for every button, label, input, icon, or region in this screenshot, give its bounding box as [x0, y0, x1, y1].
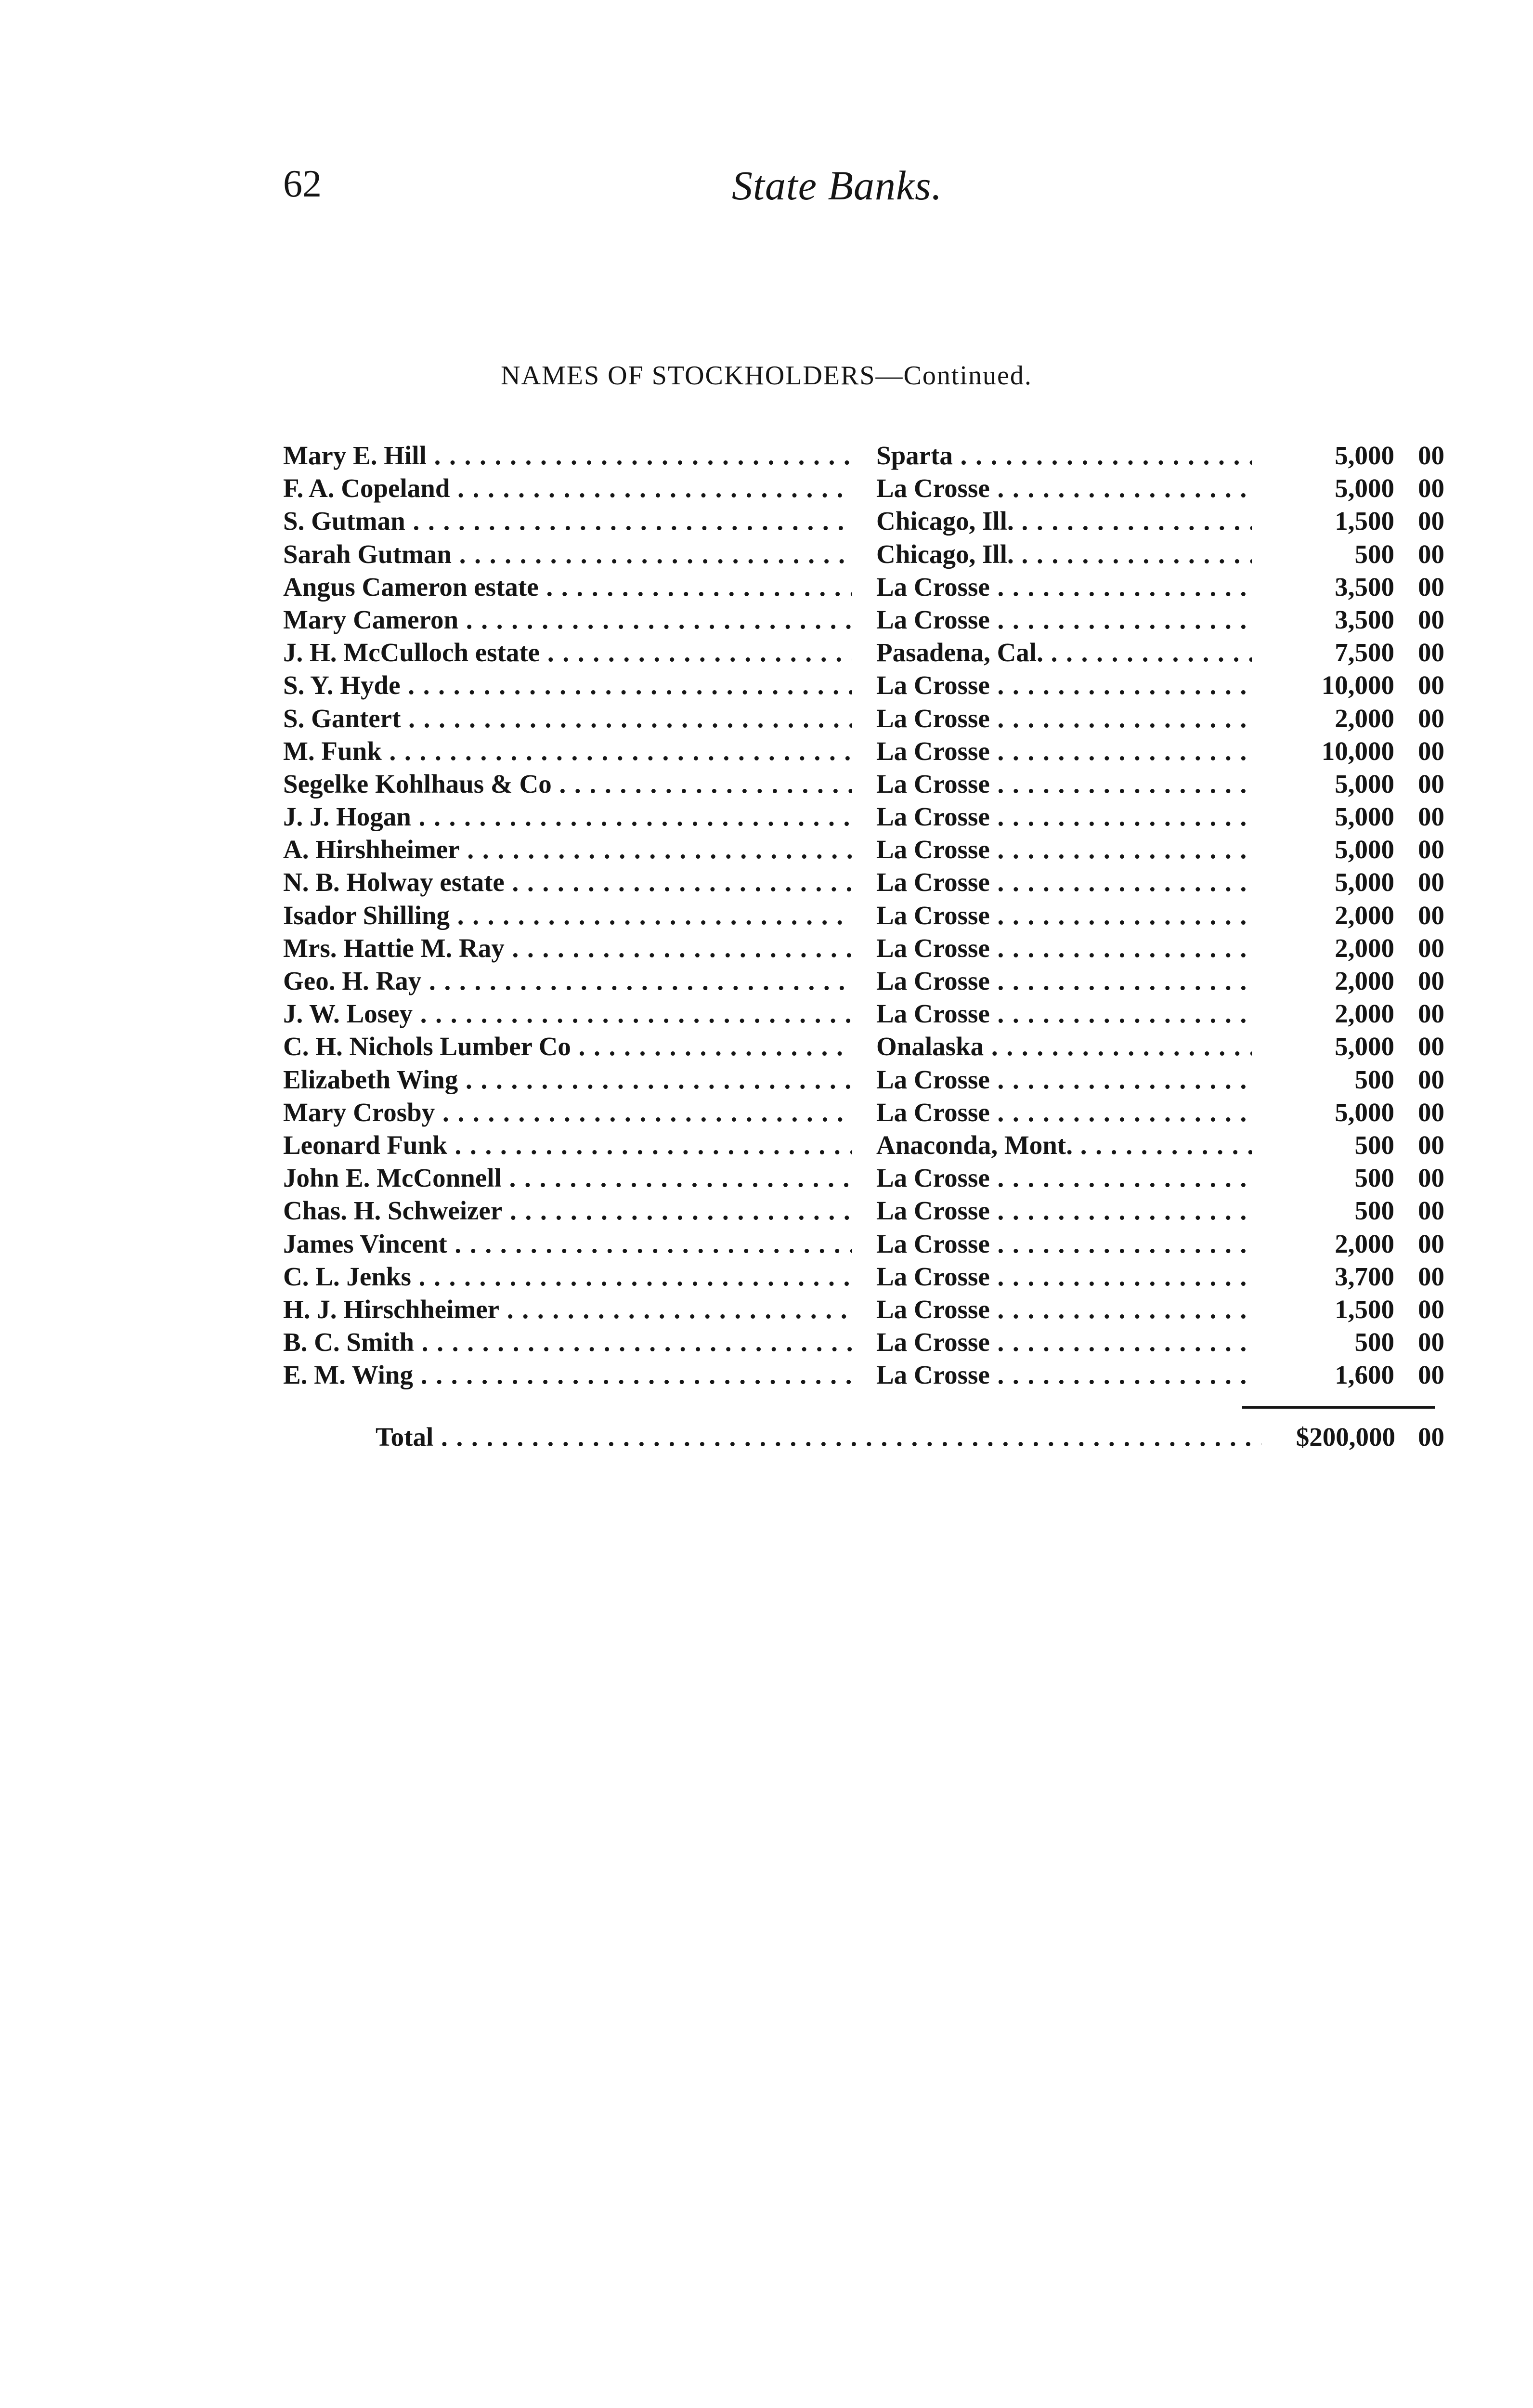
- stockholder-amount: 5,000: [1335, 473, 1394, 503]
- stockholder-amount: 7,500: [1335, 638, 1394, 667]
- table-row: [283, 1293, 1444, 1326]
- stockholder-cents: 00: [1418, 1261, 1444, 1291]
- stockholder-place: Chicago, Ill. . . .: [876, 505, 1252, 537]
- stockholder-place: Onalaska . . .: [876, 1030, 1252, 1063]
- stockholder-cents: 00: [1418, 670, 1444, 700]
- stockholder-name: Mrs. Hattie M. Ray . . .: [283, 932, 852, 965]
- stockholder-place: La Crosse . . .: [876, 866, 1252, 899]
- stockholder-amount: 500: [1354, 539, 1394, 569]
- stockholder-amount: 10,000: [1321, 670, 1394, 700]
- stockholder-place: Pasadena, Cal. . . .: [876, 636, 1252, 669]
- table-row: [283, 472, 1444, 505]
- table-row: [283, 538, 1444, 571]
- running-head: State Banks.: [732, 162, 943, 209]
- page-number: 62: [283, 163, 322, 205]
- stockholder-cents: 00: [1418, 1229, 1444, 1258]
- table-row: [283, 1260, 1444, 1293]
- total-row: [376, 1421, 1444, 1454]
- table-row: [283, 997, 1444, 1030]
- stockholder-cents: 00: [1418, 867, 1444, 897]
- stockholder-name: Leonard Funk . . .: [283, 1129, 852, 1162]
- stockholder-cents: 00: [1418, 835, 1444, 864]
- stockholder-amount: 5,000: [1335, 835, 1394, 864]
- table-row: [283, 439, 1444, 472]
- stockholder-amount: 5,000: [1335, 769, 1394, 798]
- stockholder-name: Sarah Gutman . . .: [283, 538, 852, 571]
- stockholder-name: Angus Cameron estate . . .: [283, 571, 852, 603]
- stockholder-name: A. Hirshheimer . . .: [283, 833, 852, 866]
- stockholder-place: La Crosse . . .: [876, 1162, 1252, 1194]
- stockholder-name: B. C. Smith . . .: [283, 1326, 852, 1359]
- stockholder-cents: 00: [1418, 1130, 1444, 1160]
- total-rule: [1242, 1406, 1435, 1409]
- stockholder-amount: 5,000: [1335, 1097, 1394, 1127]
- stockholder-cents: 00: [1418, 1360, 1444, 1390]
- total-label: Total . . .: [376, 1421, 1261, 1453]
- stockholder-amount: 500: [1354, 1196, 1394, 1226]
- stockholder-amount: 500: [1354, 1130, 1394, 1160]
- stockholder-cents: 00: [1418, 802, 1444, 832]
- total-amount: $200,000: [1296, 1422, 1395, 1452]
- stockholder-name: Mary Crosby . . .: [283, 1096, 852, 1129]
- stockholder-cents: 00: [1418, 1327, 1444, 1357]
- stockholder-cents: 00: [1418, 1064, 1444, 1094]
- table-row: [283, 965, 1444, 997]
- stockholder-amount: 2,000: [1335, 1229, 1394, 1258]
- stockholder-cents: 00: [1418, 506, 1444, 536]
- stockholder-cents: 00: [1418, 900, 1444, 930]
- table-row: [283, 833, 1444, 866]
- stockholder-name: N. B. Holway estate . . .: [283, 866, 852, 899]
- stockholder-place: La Crosse . . .: [876, 1194, 1252, 1227]
- table-row: [283, 505, 1444, 537]
- table-row: [283, 1359, 1444, 1391]
- stockholders-table: [283, 439, 1444, 1391]
- stockholder-cents: 00: [1418, 572, 1444, 602]
- stockholder-place: La Crosse . . .: [876, 768, 1252, 800]
- table-row: [283, 800, 1444, 833]
- stockholder-name: Mary E. Hill . . .: [283, 439, 852, 472]
- stockholder-amount: 5,000: [1335, 802, 1394, 832]
- stockholder-cents: 00: [1418, 769, 1444, 798]
- stockholder-amount: 500: [1354, 1327, 1394, 1357]
- stockholder-place: La Crosse . . .: [876, 1228, 1252, 1260]
- stockholder-cents: 00: [1418, 473, 1444, 503]
- stockholder-amount: 3,700: [1335, 1261, 1394, 1291]
- table-row: [283, 1096, 1444, 1129]
- stockholder-amount: 1,500: [1335, 506, 1394, 536]
- table-row: [283, 866, 1444, 899]
- stockholder-place: La Crosse . . .: [876, 1063, 1252, 1096]
- stockholder-cents: 00: [1418, 1196, 1444, 1226]
- stockholder-place: La Crosse . . .: [876, 1260, 1252, 1293]
- table-row: [283, 1228, 1444, 1260]
- table-row: [283, 571, 1444, 603]
- stockholder-cents: 00: [1418, 1032, 1444, 1061]
- stockholder-place: La Crosse . . .: [876, 833, 1252, 866]
- total-cents: 00: [1418, 1422, 1444, 1452]
- stockholder-name: C. H. Nichols Lumber Co . . .: [283, 1030, 852, 1063]
- stockholder-place: La Crosse . . .: [876, 1359, 1252, 1391]
- stockholder-cents: 00: [1418, 736, 1444, 766]
- stockholder-amount: 2,000: [1335, 966, 1394, 995]
- stockholder-name: E. M. Wing . . .: [283, 1359, 852, 1391]
- stockholder-amount: 3,500: [1335, 572, 1394, 602]
- stockholder-place: La Crosse . . .: [876, 800, 1252, 833]
- stockholder-place: La Crosse . . .: [876, 1326, 1252, 1359]
- table-row: [283, 1194, 1444, 1227]
- stockholder-place: La Crosse . . .: [876, 965, 1252, 997]
- stockholder-cents: 00: [1418, 1163, 1444, 1193]
- stockholder-place: La Crosse . . .: [876, 735, 1252, 768]
- stockholder-cents: 00: [1418, 933, 1444, 963]
- table-row: [283, 932, 1444, 965]
- stockholder-place: Chicago, Ill. . . .: [876, 538, 1252, 571]
- stockholder-name: Geo. H. Ray . . .: [283, 965, 852, 997]
- stockholder-amount: 3,500: [1335, 604, 1394, 634]
- table-row: [283, 669, 1444, 702]
- stockholder-cents: 00: [1418, 703, 1444, 733]
- stockholder-name: James Vincent . . .: [283, 1228, 852, 1260]
- stockholder-name: S. Gantert . . .: [283, 702, 852, 735]
- stockholder-amount: 1,500: [1335, 1294, 1394, 1324]
- table-row: [283, 1063, 1444, 1096]
- table-row: [283, 768, 1444, 800]
- stockholder-amount: 5,000: [1335, 441, 1394, 470]
- table-row: [283, 1162, 1444, 1194]
- stockholder-place: La Crosse . . .: [876, 702, 1252, 735]
- table-row: [283, 603, 1444, 636]
- stockholder-place: La Crosse . . .: [876, 1293, 1252, 1326]
- stockholder-name: Mary Cameron . . .: [283, 603, 852, 636]
- stockholder-name: Isador Shilling . . .: [283, 899, 852, 932]
- stockholder-cents: 00: [1418, 638, 1444, 667]
- stockholder-cents: 00: [1418, 604, 1444, 634]
- stockholder-place: Sparta . . .: [876, 439, 1252, 472]
- stockholder-name: Elizabeth Wing . . .: [283, 1063, 852, 1096]
- table-row: [283, 899, 1444, 932]
- stockholder-place: La Crosse . . .: [876, 1096, 1252, 1129]
- stockholder-cents: 00: [1418, 441, 1444, 470]
- stockholder-amount: 2,000: [1335, 703, 1394, 733]
- stockholder-name: J. H. McCulloch estate . . .: [283, 636, 852, 669]
- table-row: [283, 636, 1444, 669]
- stockholder-amount: 2,000: [1335, 933, 1394, 963]
- stockholder-name: John E. McConnell . . .: [283, 1162, 852, 1194]
- stockholder-cents: 00: [1418, 999, 1444, 1029]
- stockholder-place: Anaconda, Mont. . . .: [876, 1129, 1252, 1162]
- stockholder-place: La Crosse . . .: [876, 899, 1252, 932]
- stockholder-amount: 1,600: [1335, 1360, 1394, 1390]
- stockholder-name: S. Gutman . . .: [283, 505, 852, 537]
- stockholder-name: Chas. H. Schweizer . . .: [283, 1194, 852, 1227]
- stockholder-amount: 5,000: [1335, 867, 1394, 897]
- stockholder-place: La Crosse . . .: [876, 997, 1252, 1030]
- stockholder-name: F. A. Copeland . . .: [283, 472, 852, 505]
- stockholder-place: La Crosse . . .: [876, 571, 1252, 603]
- stockholder-place: La Crosse . . .: [876, 932, 1252, 965]
- stockholder-place: La Crosse . . .: [876, 472, 1252, 505]
- stockholder-amount: 10,000: [1321, 736, 1394, 766]
- stockholder-cents: 00: [1418, 1294, 1444, 1324]
- table-row: [283, 1030, 1444, 1063]
- stockholder-name: S. Y. Hyde . . .: [283, 669, 852, 702]
- stockholder-name: J. J. Hogan . . .: [283, 800, 852, 833]
- stockholder-cents: 00: [1418, 539, 1444, 569]
- stockholder-amount: 2,000: [1335, 900, 1394, 930]
- section-title: NAMES OF STOCKHOLDERS—Continued.: [501, 361, 1032, 391]
- stockholder-name: M. Funk . . .: [283, 735, 852, 768]
- table-row: [283, 1129, 1444, 1162]
- stockholder-amount: 500: [1354, 1163, 1394, 1193]
- stockholder-amount: 5,000: [1335, 1032, 1394, 1061]
- stockholder-name: H. J. Hirschheimer . . .: [283, 1293, 852, 1326]
- table-row: [283, 735, 1444, 768]
- stockholder-place: La Crosse . . .: [876, 669, 1252, 702]
- stockholder-name: J. W. Losey . . .: [283, 997, 852, 1030]
- table-row: [283, 1326, 1444, 1359]
- stockholder-cents: 00: [1418, 966, 1444, 995]
- stockholder-place: La Crosse . . .: [876, 603, 1252, 636]
- stockholder-amount: 500: [1354, 1064, 1394, 1094]
- stockholder-amount: 2,000: [1335, 999, 1394, 1029]
- stockholder-cents: 00: [1418, 1097, 1444, 1127]
- stockholder-name: Segelke Kohlhaus & Co . . .: [283, 768, 852, 800]
- table-row: [283, 702, 1444, 735]
- stockholder-name: C. L. Jenks . . .: [283, 1260, 852, 1293]
